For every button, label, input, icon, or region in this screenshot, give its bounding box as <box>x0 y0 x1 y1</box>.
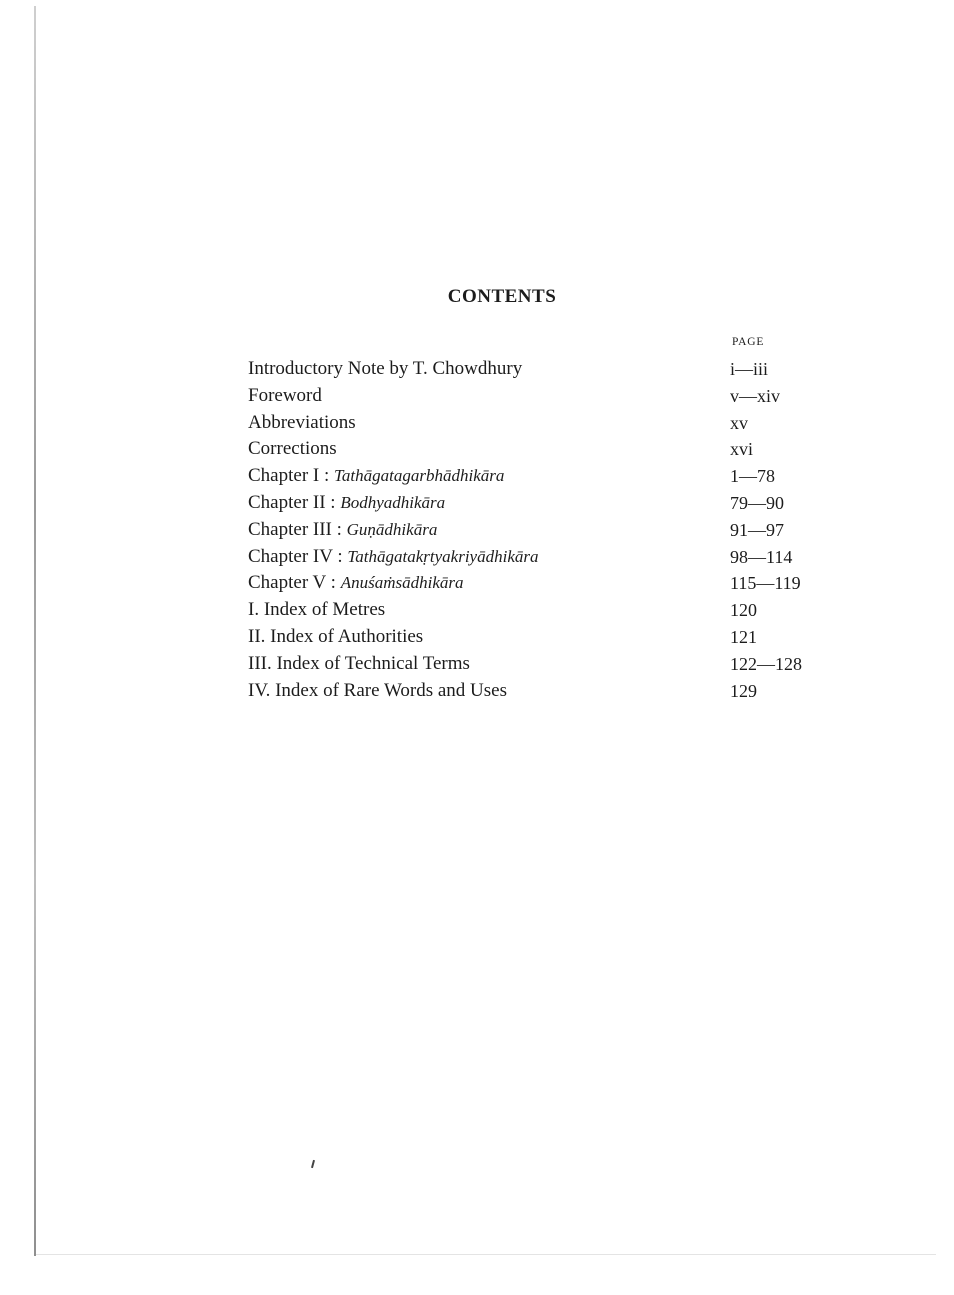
scan-bottom-edge <box>36 1254 936 1255</box>
toc-entry-label: Chapter III : Guṇādhikāra <box>248 518 438 540</box>
toc-entry-page: 91—97 <box>730 519 784 540</box>
toc-entry-introductory-note <box>248 356 848 383</box>
toc-entry-label: Introductory Note by T. Chowdhury <box>248 358 523 379</box>
toc-entry-chapter-5 <box>248 570 848 597</box>
toc-entry-abbreviations <box>248 410 848 437</box>
toc-entry-label: IV. Index of Rare Words and Uses <box>248 679 507 701</box>
toc-entry-label: Abbreviations <box>248 411 356 433</box>
table-of-contents <box>248 356 848 704</box>
stray-pen-mark <box>311 1160 315 1168</box>
toc-entry-page: v—xiv <box>730 385 781 406</box>
toc-entry-label: II. Index of Authorities <box>248 625 424 647</box>
toc-entry-page: 120 <box>730 600 757 621</box>
toc-entry-chapter-3 <box>248 517 848 544</box>
toc-entry-label: Foreword <box>248 384 322 406</box>
toc-entry-corrections <box>248 436 848 463</box>
toc-entry-index-authorities <box>248 624 848 651</box>
toc-entry-page: 115—119 <box>730 573 801 594</box>
toc-entry-index-technical-terms <box>248 651 848 678</box>
toc-entry-page: 129 <box>730 680 757 701</box>
toc-entry-page: 122—128 <box>730 653 802 674</box>
toc-entry-label: Chapter I : Tathāgatagarbhādhikāra <box>248 465 505 487</box>
toc-entry-label: I. Index of Metres <box>248 599 386 621</box>
toc-entry-page: i—iii <box>730 359 769 379</box>
toc-entry-label: Corrections <box>248 438 337 460</box>
toc-entry-label: Chapter IV : Tathāgatakṛtyakriyādhikāra <box>248 545 539 567</box>
toc-entry-page: xv <box>730 412 748 433</box>
toc-entry-page: 121 <box>730 626 757 647</box>
toc-entry-chapter-4 <box>248 544 848 571</box>
toc-entry-label: Chapter V : Anuśaṁsādhikāra <box>248 572 464 594</box>
scan-left-edge <box>34 6 36 1256</box>
toc-entry-chapter-1 <box>248 463 848 490</box>
toc-entry-page: xvi <box>730 439 754 460</box>
toc-entry-index-rare-words <box>248 678 848 705</box>
toc-entry-page: 79—90 <box>730 492 784 513</box>
toc-entry-foreword <box>248 383 848 410</box>
page-title: CONTENTS <box>447 286 557 307</box>
toc-entry-label: III. Index of Technical Terms <box>248 652 470 674</box>
toc-entry-page: 98—114 <box>730 546 793 567</box>
toc-entry-chapter-2 <box>248 490 848 517</box>
toc-entry-index-metres <box>248 597 848 624</box>
toc-entry-label: Chapter II : Bodhyadhikāra <box>248 491 446 513</box>
toc-entry-page: 1—78 <box>730 466 775 487</box>
page-column-heading: PAGE <box>732 336 765 348</box>
